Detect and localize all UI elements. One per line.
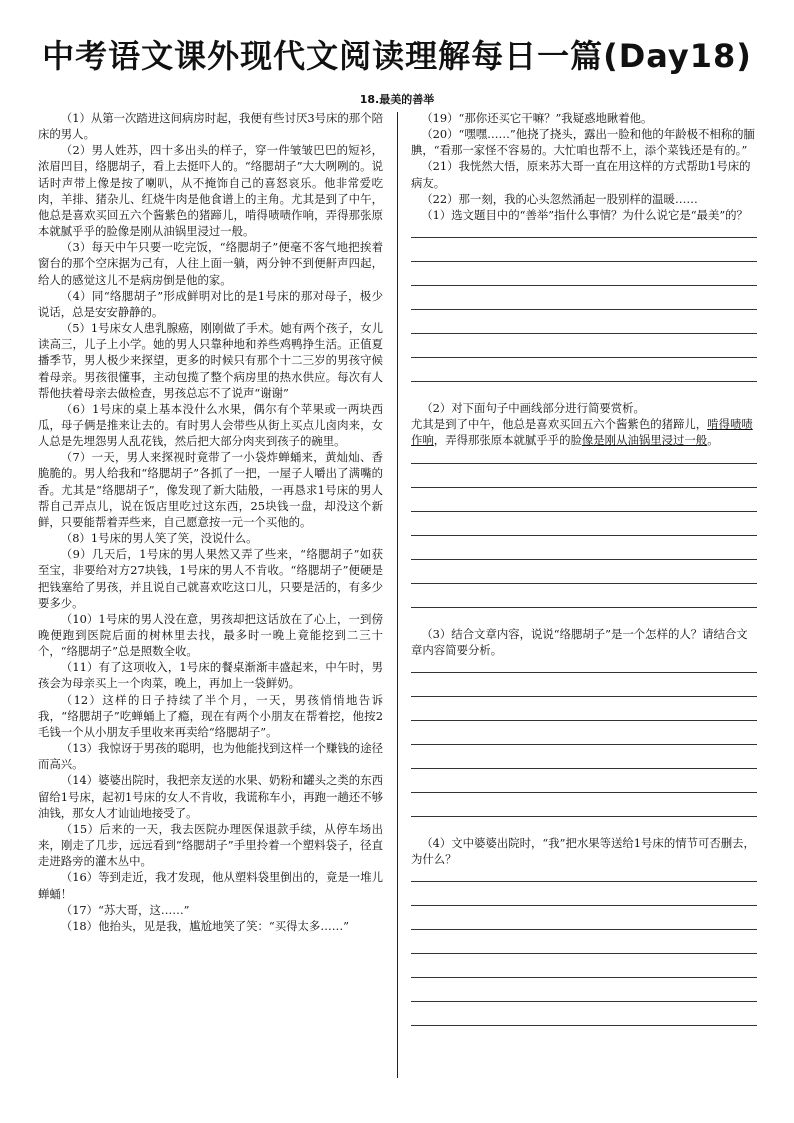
paragraph: （5）1号床女人患乳腺癌，刚刚做了手术。她有两个孩子，女儿读高三，儿子上小学。她的男人只靠种地和养些鸡鸭挣生活。正值夏播季节，男人极少来探望，更多的时候只有那个十二三岁的男孩守候着母亲。男孩很懂事，主动包揽了整个病房里的热水供应。每次有人帮他扶着母亲去做检查，男孩总忘不了说声“谢谢” xyxy=(38,321,383,400)
answer-line xyxy=(411,792,757,793)
answer-line xyxy=(411,953,757,954)
article-continuation-and-questions xyxy=(411,110,757,1026)
answer-line xyxy=(411,237,757,238)
paragraph: （6）1号床的桌上基本没什么水果，偶尔有个苹果或一两块西瓜，母子俩是推来让去的。有时男人会带些从街上买点儿卤肉来，女人总是先埋怨男人乱花钱，然后把大部分肉夹到孩子的碗里。 xyxy=(38,401,383,449)
answer-line xyxy=(411,696,757,697)
paragraph: （16）等到走近，我才发现，他从塑料袋里倒出的，竟是一堆儿蝉蛹！ xyxy=(38,870,383,901)
question-1: （1）选文题目中的“善举”指什么事情？为什么说它是“最美”的？ xyxy=(421,207,748,222)
answer-line xyxy=(411,607,757,608)
answer-line xyxy=(411,487,757,488)
answer-line xyxy=(411,1001,757,1002)
underlined-phrase: 像是刚从油锅里浸过一般 xyxy=(581,433,708,448)
question-3: （3）结合文章内容，说说“络腮胡子”是一个怎样的人？请结合文章内容简要分析。 xyxy=(411,626,748,657)
answer-line xyxy=(411,816,757,817)
answer-line xyxy=(411,559,757,560)
answer-line xyxy=(411,1025,757,1026)
paragraph: （21）我恍然大悟，原来苏大哥一直在用这样的方式帮助1号床的病友。 xyxy=(411,159,751,190)
underlined-phrase: 啃得啧啧作响 xyxy=(411,417,753,448)
paragraph: （13）我惊讶于男孩的聪明，也为他能找到这样一个赚钱的途径而高兴。 xyxy=(38,741,383,772)
paragraph: （22）那一刻，我的心头忽然涌起一股别样的温暖…… xyxy=(421,191,698,206)
paragraph: （18）他抬头，见是我，尴尬地笑了笑：“买得太多……” xyxy=(60,918,349,933)
answer-area-2[interactable] xyxy=(411,463,757,608)
answer-line xyxy=(411,463,757,464)
answer-line xyxy=(411,511,757,512)
sentence-part: 。 xyxy=(707,433,719,448)
paragraph: （15）后来的一天，我去医院办理医保退款手续，从停车场出来，刚走了几步，远远看到“络腮胡子”手里拎着一个塑料袋子，径直走进路旁的灌木丛中。 xyxy=(38,821,383,869)
answer-line xyxy=(411,881,757,882)
question-4: （4）文中婆婆出院时，“我”把水果等送给1号床的情节可否删去，为什么？ xyxy=(411,835,755,867)
answer-area-3[interactable] xyxy=(411,672,757,817)
answer-line xyxy=(411,357,757,358)
paragraph: （7）一天，男人来探视时竟带了一小袋炸蝉蛹来，黄灿灿、香脆脆的。男人给我和“络腮胡子”各抓了一把，一屋子人嚼出了满嘴的香。尤其是“络腮胡子”，像发现了新大陆般，一再恳求1号床的男人帮自己弄点儿，说在饭店里吃过这东西，25块钱一盘，却没这个新鲜，只要能帮着弄些来，自己愿意按一元一个买他的。 xyxy=(38,450,383,529)
answer-line xyxy=(411,309,757,310)
page-title: 中考语文课外现代文阅读理解每日一篇(Day18) xyxy=(42,37,752,75)
answer-line xyxy=(411,535,757,536)
sentence-part: 尤其是到了中午，他总是喜欢买回五六个酱紫色的猪蹄儿， xyxy=(411,417,708,432)
answer-area-1[interactable] xyxy=(411,237,757,382)
article-title: 18.最美的善举 xyxy=(359,93,435,106)
paragraph: （2）男人姓苏，四十多出头的样子，穿一件皱皱巴巴的短衫，浓眉凹目，络腮胡子，看上去挺吓人的。“络腮胡子”大大咧咧的。说话时声带上像是按了喇叭，从不掩饰自己的喜怒哀乐。他非常爱吃肉，羊排、猪杂儿、红烧牛肉是他食谱上的主角。尤其是到了中午，他总是喜欢买回五六个酱紫色的猪蹄儿，啃得啧啧作响，弄得那张原本就腻乎乎的脸像是刚从油锅里浸过一般。 xyxy=(38,143,383,239)
paragraph: （4）同“络腮胡子”形成鲜明对比的是1号床的那对母子，极少说话，总是安安静静的。 xyxy=(38,288,383,319)
question-2: （2）对下面句子中画线部分进行简要赏析。 xyxy=(421,401,645,416)
paragraph: （17）“苏大哥，这……” xyxy=(60,902,190,917)
answer-line xyxy=(411,285,757,286)
article-body xyxy=(38,110,383,934)
answer-line xyxy=(411,333,757,334)
answer-line xyxy=(411,583,757,584)
answer-line xyxy=(411,720,757,721)
question-2-sentence xyxy=(411,416,757,448)
paragraph: （10）1号床的男人没在意，男孩却把这话放在了心上，一到傍晚便跑到医院后面的树林里去找，最多时一晚上竟能挖到二三十个，“络腮胡子”总是照数全收。 xyxy=(38,611,383,659)
answer-line xyxy=(411,977,757,978)
paragraph: （1）从第一次踏进这间病房时起，我便有些讨厌3号床的那个陪床的男人。 xyxy=(38,111,383,142)
answer-line xyxy=(411,929,757,930)
column-divider xyxy=(397,112,398,1078)
answer-line xyxy=(411,261,757,262)
paragraph: （19）“那你还买它干嘛？”我疑惑地瞅着他。 xyxy=(421,111,653,125)
answer-line xyxy=(411,381,757,382)
answer-line xyxy=(411,744,757,745)
paragraph: （8）1号床的男人笑了笑，没说什么。 xyxy=(60,531,258,546)
paragraph: （12）这样的日子持续了半个月，一天，男孩悄悄地告诉我，“络腮胡子”吃蝉蛹上了瘾，现在有两个小朋友在帮着挖，他按2毛钱一个从小朋友手里收来再卖给“络腮胡子”。 xyxy=(38,692,383,739)
paragraph: （14）婆婆出院时，我把亲友送的水果、奶粉和罐头之类的东西留给1号床，起初1号床的女人不肯收，我谎称车小，再跑一趟还不够油钱，那女人才讪讪地接受了。 xyxy=(38,773,383,820)
paragraph: （11）有了这项收入，1号床的餐桌渐渐丰盛起来，中午时，男孩会为母亲买上一个肉菜，晚上，再加上一袋鲜奶。 xyxy=(38,660,383,691)
paragraph: （3）每天中午只要一吃完饭，“络腮胡子”便毫不客气地把挨着窗台的那个空床据为己有，人往上面一躺，两分钟不到便鼾声四起，给人的感觉这儿不是病房倒是他的家。 xyxy=(38,240,383,287)
sentence-part: ，弄得那张原本就腻乎乎的脸 xyxy=(433,433,582,448)
answer-line xyxy=(411,768,757,769)
answer-line xyxy=(411,672,757,673)
paragraph: （20）“嘿嘿……”他挠了挠头，露出一脸和他的年龄极不相称的腼腆，“看那一家怪不容易的。大忙咱也帮不上，添个菜钱还是有的。” xyxy=(411,127,755,158)
answer-area-4[interactable] xyxy=(411,881,757,1026)
answer-line xyxy=(411,905,757,906)
paragraph: （9）几天后，1号床的男人果然又弄了些来，“络腮胡子”如获至宝，非要给对方27块钱，1号床的男人不肯收。“络腮胡子”便硬是把钱塞给了男孩，并且说自己就喜欢吃这口儿，只要是活的，有多少要多少。 xyxy=(38,547,383,610)
